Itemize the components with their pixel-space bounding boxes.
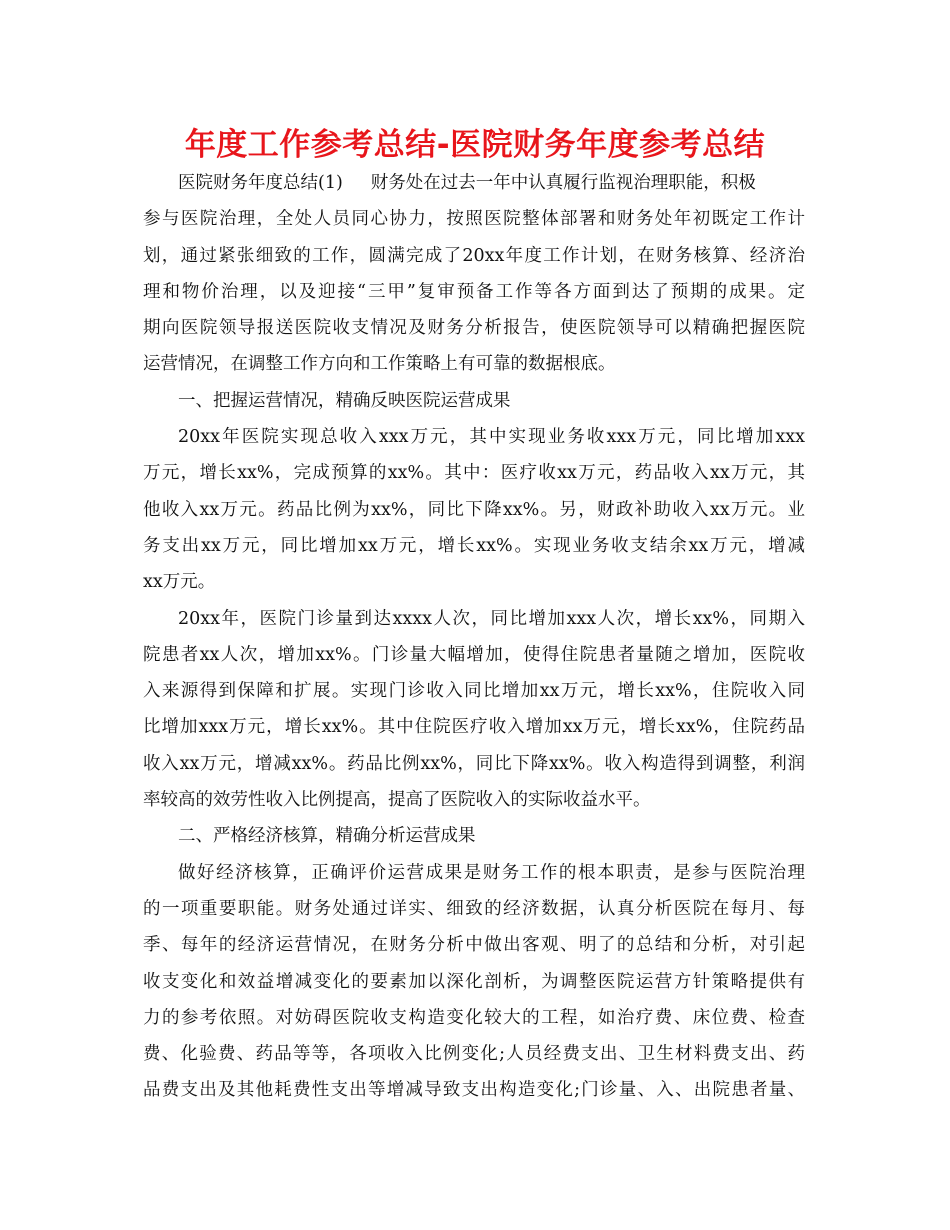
paragraph-line: 期向医院领导报送医院收支情况及财务分析报告，使医院领导可以精确把握医院 <box>143 318 805 339</box>
paragraph-line: 收支变化和效益增减变化的要素加以深化剖析，为调整医院运营方针策略提供有 <box>143 971 805 992</box>
paragraph-line: 力的参考依照。对妨碍医院收支构造变化较大的工程，如治疗费、床位费、检查 <box>143 1007 805 1028</box>
paragraph-line: 做好经济核算，正确评价运营成果是财务工作的根本职责，是参与医院治理 <box>178 862 805 883</box>
document-body <box>143 165 805 1109</box>
paragraph-line: 收入xx万元，增减xx%。药品比例xx%，同比下降xx%。收入构造得到调整，利润 <box>143 753 805 774</box>
paragraph-line: 季、每年的经济运营情况，在财务分析中做出客观、明了的总结和分析，对引起 <box>143 935 805 956</box>
paragraph-line: 入来源得到保障和扩展。实现门诊收入同比增加xx万元，增长xx%，住院收入同 <box>143 681 805 702</box>
paragraph-line: 品费支出及其他耗费性支出等增减导致支出构造变化;门诊量、入、出院患者量、 <box>143 1080 805 1101</box>
paragraph-line: 务支出xx万元，同比增加xx万元，增长xx%。实现业务收支结余xx万元，增减 <box>143 535 805 556</box>
section-heading: 一、把握运营情况，精确反映医院运营成果 <box>178 390 511 411</box>
paragraph-line: 率较高的效劳性收入比例提高，提高了医院收入的实际收益水平。 <box>143 790 651 811</box>
document-title: 年度工作参考总结-医院财务年度参考总结 <box>184 127 766 163</box>
paragraph-line: 比增加xxx万元，增长xx%。其中住院医疗收入增加xx万元，增长xx%，住院药品 <box>143 717 805 738</box>
section-heading: 医院财务年度总结(1) <box>178 173 343 193</box>
paragraph-text: 财务处在过去一年中认真履行监视治理职能，积极 <box>370 173 756 193</box>
paragraph-line: 参与医院治理，全处人员同心协力，按照医院整体部署和财务处年初既定工作计 <box>143 209 805 230</box>
paragraph-line: 他收入xx万元。药品比例为xx%，同比下降xx%。另，财政补助收入xx万元。业 <box>143 499 805 520</box>
paragraph-line: 万元，增长xx%，完成预算的xx%。其中：医疗收xx万元，药品收入xx万元，其 <box>143 463 805 484</box>
paragraph-line: 运营情况，在调整工作方向和工作策略上有可靠的数据根底。 <box>143 354 616 375</box>
paragraph-line: xx万元。 <box>143 572 216 593</box>
paragraph-line: 20xx年医院实现总收入xxx万元，其中实现业务收xxx万元，同比增加xxx <box>178 427 805 448</box>
section-heading: 二、严格经济核算，精确分析运营成果 <box>178 826 476 847</box>
paragraph-line: 理和物价治理，以及迎接“三甲”复审预备工作等各方面到达了预期的成果。定 <box>143 281 805 302</box>
paragraph-line: 的一项重要职能。财务处通过详实、细致的经济数据，认真分析医院在每月、每 <box>143 898 805 919</box>
paragraph-line <box>143 165 805 201</box>
paragraph-line: 院患者xx人次，增加xx%。门诊量大幅增加，使得住院患者量随之增加，医院收 <box>143 644 805 665</box>
paragraph-line: 20xx年，医院门诊量到达xxxx人次，同比增加xxx人次，增长xx%，同期入 <box>178 608 805 629</box>
paragraph-line: 划，通过紧张细致的工作，圆满完成了20xx年度工作计划，在财务核算、经济治 <box>143 245 805 266</box>
paragraph-line: 费、化验费、药品等等，各项收入比例变化;人员经费支出、卫生材料费支出、药 <box>143 1044 805 1065</box>
